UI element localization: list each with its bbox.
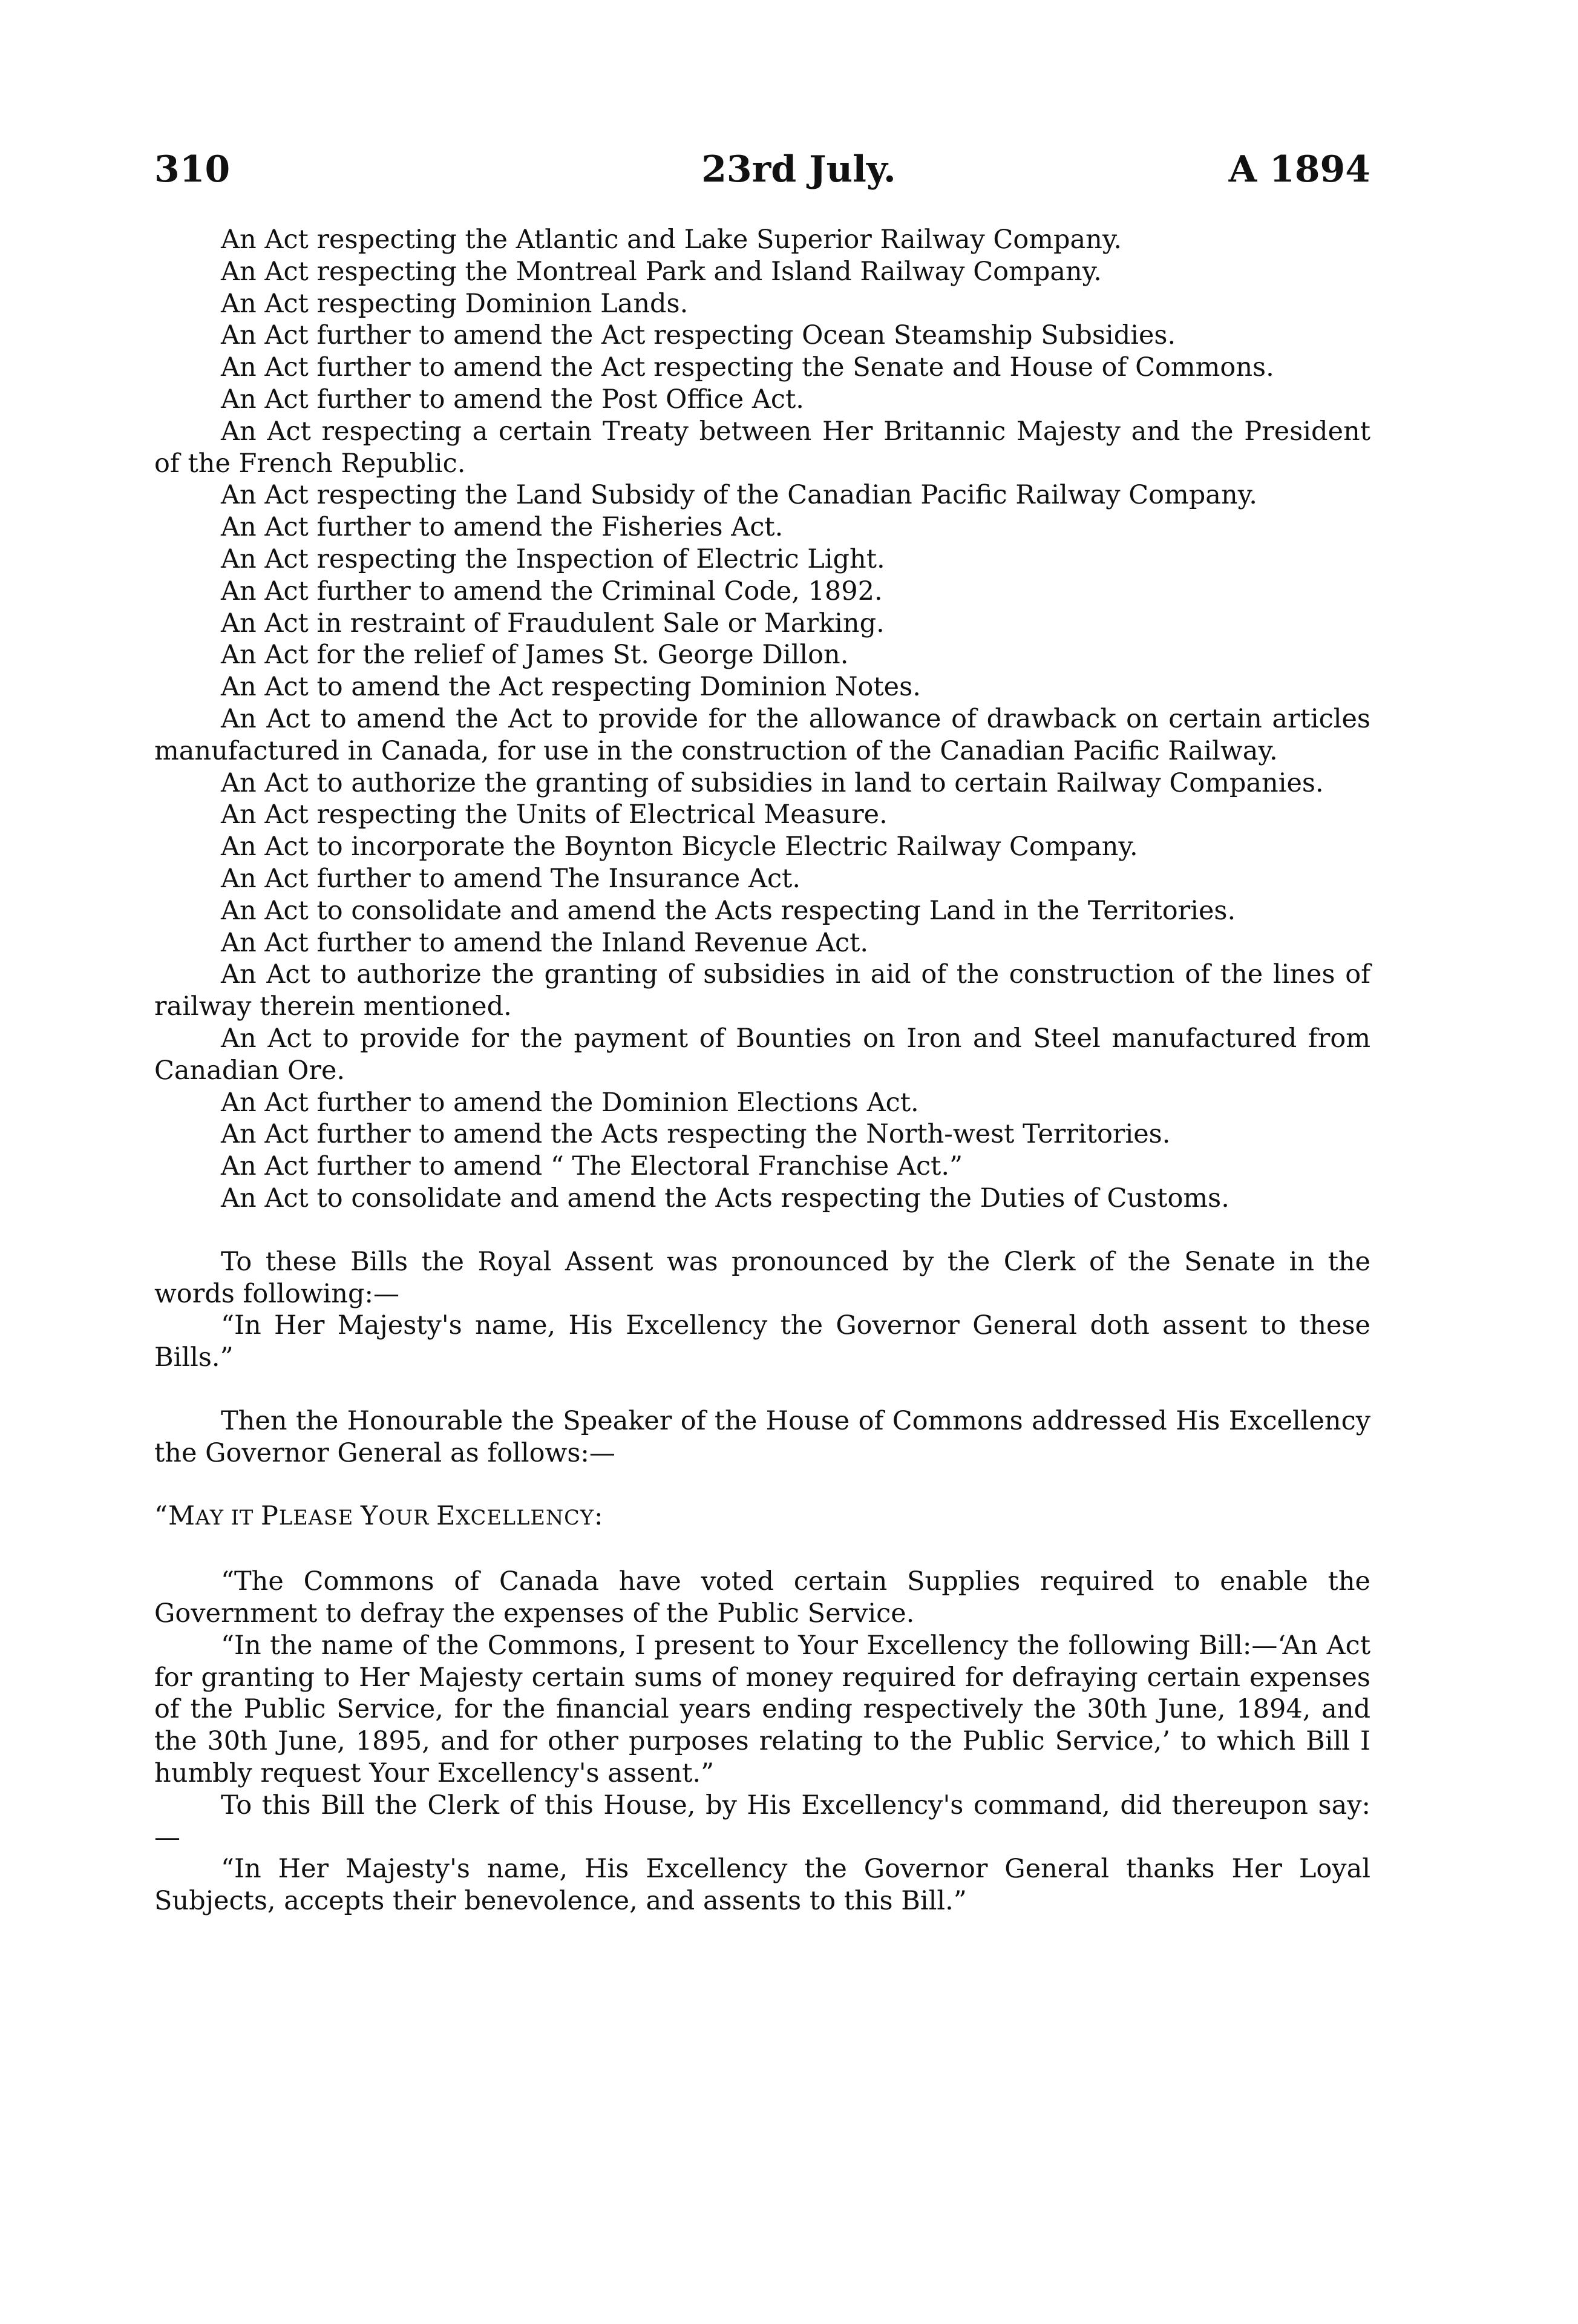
act-item: An Act to consolidate and amend the Acts respecting the Duties of Customs.	[221, 1183, 1229, 1213]
act-item: An Act to incorporate the Boynton Bicycle Electric Railway Company.	[221, 832, 1138, 862]
address-paragraph: “In the name of the Commons, I present to Your Excellency the following Bill:—‘An Act for granting to Her Majesty certain sums of money required for defraying certain expenses of the Public Service, for the financial years ending respectively the 30th June, 1894, and the 30th June, 1895, and for other purposes relating to the Public Service,’ to which Bill I humbly request Your Excellency's assent.”	[154, 1630, 1370, 1789]
act-item: An Act further to amend the Act respecting the Senate and House of Commons.	[221, 352, 1274, 383]
act-item: An Act further to amend the Criminal Code, 1892.	[221, 576, 883, 606]
header-year: A 1894	[1228, 148, 1370, 191]
address-paragraph: “The Commons of Canada have voted certain Supplies required to enable the Government to defray the expenses of the Public Service.	[154, 1566, 1370, 1629]
act-item: An Act further to amend “ The Electoral Franchise Act.”	[221, 1151, 963, 1182]
clerk-section	[154, 1790, 1370, 1917]
act-item: An Act to authorize the granting of subsidies in aid of the construction of the lines of railway therein mentioned.	[154, 959, 1370, 1022]
act-item: An Act to amend the Act to provide for the allowance of drawback on certain articles manufactured in Canada, for use in the construction of the Canadian Pacific Railway.	[154, 703, 1370, 766]
act-item: An Act to consolidate and amend the Acts respecting Land in the Territories.	[221, 895, 1236, 926]
header-date: 23rd July.	[701, 148, 896, 191]
act-item: An Act further to amend the Fisheries Act.	[221, 512, 784, 543]
act-item: An Act in restraint of Fraudulent Sale or Marking.	[221, 608, 885, 638]
speaker-address-section	[154, 1405, 1370, 1790]
act-item: An Act further to amend the Act respecting Ocean Steamship Subsidies.	[221, 320, 1176, 351]
act-item: An Act further to amend The Insurance Act.	[221, 863, 800, 894]
page-number: 310	[154, 148, 231, 191]
royal-assent-section	[154, 1246, 1370, 1374]
acts-list	[154, 224, 1370, 1215]
act-item: An Act respecting a certain Treaty between Her Britannic Majesty and the President of the French Republic.	[154, 416, 1370, 479]
act-item: An Act further to amend the Dominion Elections Act.	[221, 1087, 919, 1118]
act-item: An Act to authorize the granting of subsidies in land to certain Railway Companies.	[221, 767, 1324, 798]
running-header	[0, 145, 1578, 194]
act-item: An Act respecting the Inspection of Electric Light.	[221, 543, 885, 574]
act-item: An Act respecting Dominion Lands.	[221, 288, 689, 319]
act-item: An Act for the relief of James St. George Dillon.	[221, 640, 849, 671]
clerk-intro: To this Bill the Clerk of this House, by His Excellency's command, did thereupon say:—	[154, 1790, 1370, 1853]
clerk-words: “In Her Majesty's name, His Excellency the Governor General thanks Her Loyal Subjects, accepts their benevolence, and assents to this Bill.”	[154, 1854, 1370, 1917]
act-item: An Act respecting the Atlantic and Lake Superior Railway Company.	[221, 225, 1122, 255]
act-item: An Act further to amend the Acts respecting the North-west Territories.	[221, 1119, 1171, 1150]
assent-words: “In Her Majesty's name, His Excellency the Governor General doth assent to these Bills.”	[154, 1310, 1370, 1373]
salutation: “MAY IT PLEASE YOUR EXCELLENCY:	[154, 1501, 604, 1532]
act-item: An Act further to amend the Post Office Act.	[221, 384, 804, 415]
act-item: An Act respecting the Montreal Park and Island Railway Company.	[221, 256, 1102, 287]
act-item: An Act respecting the Land Subsidy of the Canadian Pacific Railway Company.	[221, 480, 1257, 511]
act-item: An Act further to amend the Inland Revenue Act.	[221, 927, 869, 958]
speaker-intro: Then the Honourable the Speaker of the House of Commons addressed His Excellency the Governor General as follows:—	[154, 1405, 1370, 1468]
act-item: An Act to amend the Act respecting Dominion Notes.	[221, 672, 921, 703]
act-item: An Act respecting the Units of Electrical Measure.	[221, 799, 888, 830]
page-body	[154, 224, 1370, 1917]
assent-intro: To these Bills the Royal Assent was pronounced by the Clerk of the Senate in the words following:—	[154, 1246, 1370, 1309]
act-item: An Act to provide for the payment of Bounties on Iron and Steel manufactured from Canadian Ore.	[154, 1023, 1370, 1086]
